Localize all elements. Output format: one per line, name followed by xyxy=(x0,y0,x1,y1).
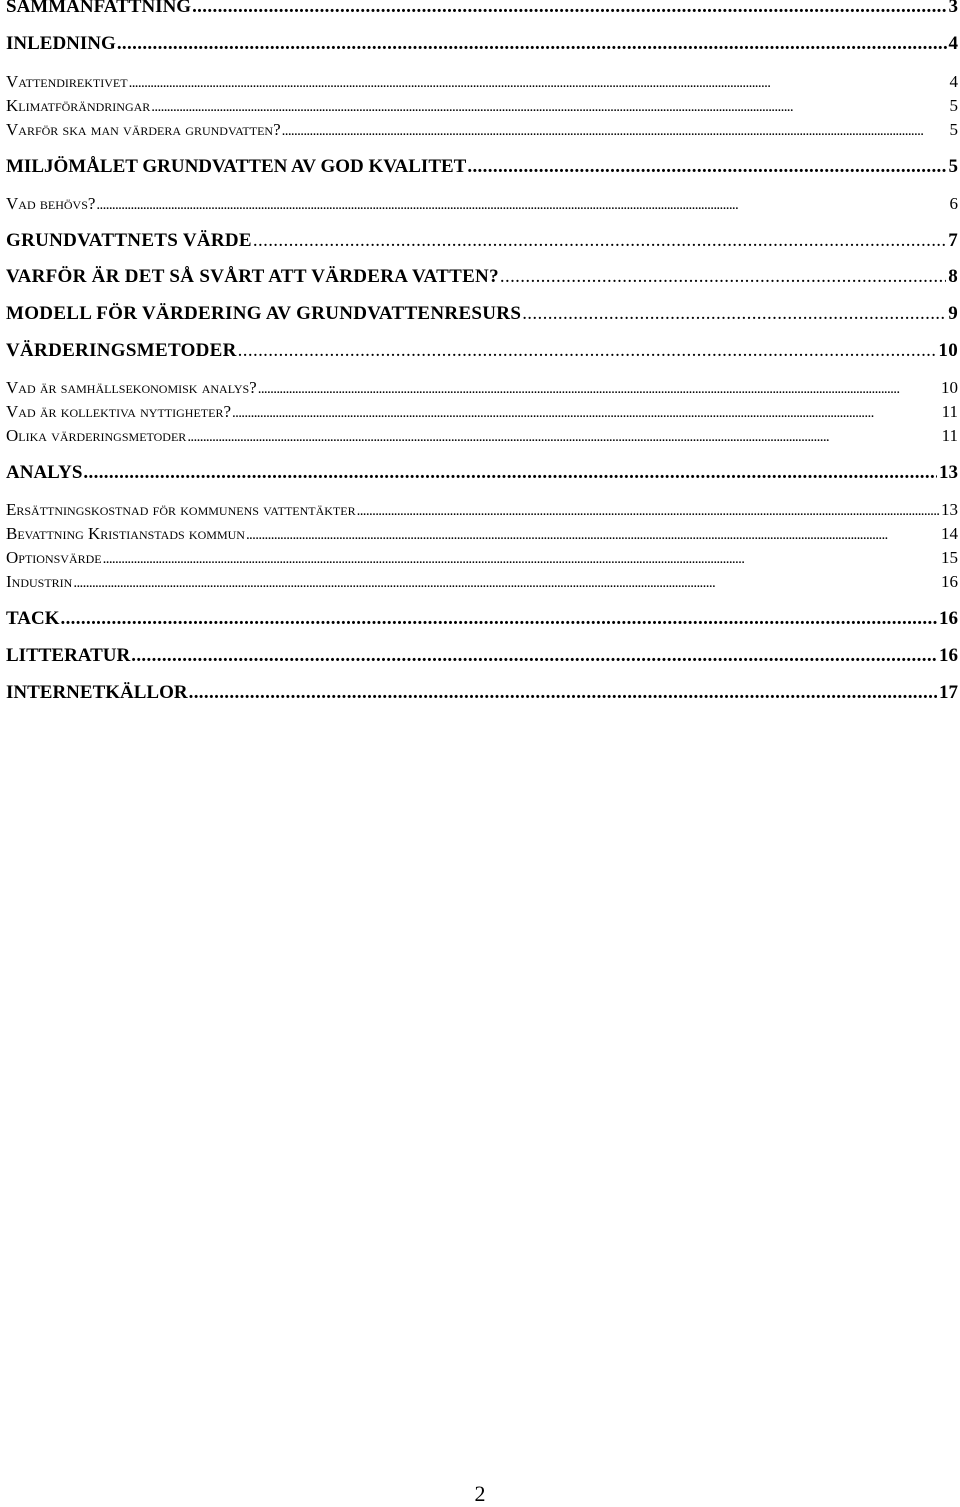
toc-entry-title: ANALYS xyxy=(6,462,83,483)
toc-entry[interactable] xyxy=(6,96,958,116)
toc-entry[interactable] xyxy=(6,500,958,520)
toc-entry-page: 10 xyxy=(938,340,958,361)
toc-entry-title: VÄRDERINGSMETODER xyxy=(6,340,237,361)
toc-entry-title: VARFÖR ÄR DET SÅ SVÅRT ATT VÄRDERA VATTEN? xyxy=(6,266,499,287)
toc-entry[interactable] xyxy=(6,524,958,544)
toc-entry-page: 14 xyxy=(941,524,958,543)
toc-entry[interactable] xyxy=(6,548,958,568)
toc-entry-page: 4 xyxy=(948,33,958,54)
toc-entry-title: INLEDNING xyxy=(6,33,116,54)
toc-entry[interactable] xyxy=(6,266,958,288)
toc-entry-title: Ersättningskostnad för kommunens vattentäkter xyxy=(6,500,356,519)
toc-entry-title: MILJÖMÅLET GRUNDVATTEN AV GOD KVALITET xyxy=(6,156,467,177)
toc-entry[interactable] xyxy=(6,608,958,630)
toc-entry-page: 5 xyxy=(948,156,958,177)
toc-entry[interactable] xyxy=(6,426,958,446)
toc-entry-page: 13 xyxy=(941,500,958,519)
toc-leader-dots xyxy=(238,340,937,362)
toc-entry-title: LITTERATUR xyxy=(6,645,131,666)
toc-entry-page: 6 xyxy=(949,194,958,213)
toc-entry-page: 17 xyxy=(939,682,958,703)
toc-entry-title: Varför ska man värdera grundvatten? xyxy=(6,120,281,139)
toc-entry-page: 5 xyxy=(949,120,958,139)
toc-entry-title: Vattendirektivet xyxy=(6,72,128,91)
toc-leader-dots xyxy=(129,75,948,92)
toc-entry-page: 11 xyxy=(941,426,958,445)
toc-entry-page: 7 xyxy=(948,230,958,251)
toc-entry[interactable] xyxy=(6,303,958,325)
toc-entry-page: 4 xyxy=(949,72,958,91)
toc-entry-page: 15 xyxy=(941,548,958,567)
toc-leader-dots xyxy=(131,645,937,667)
toc-leader-dots xyxy=(73,575,939,592)
toc-entry[interactable] xyxy=(6,33,958,55)
toc-entry-title: Optionsvärde xyxy=(6,548,102,567)
toc-entry-page: 8 xyxy=(948,266,958,287)
toc-leader-dots xyxy=(282,123,948,140)
toc-leader-dots xyxy=(258,381,939,398)
toc-entry[interactable] xyxy=(6,156,958,178)
toc-entry-title: Klimatförändringar xyxy=(6,96,151,115)
toc-entry[interactable] xyxy=(6,230,958,252)
toc-entry-page: 9 xyxy=(948,303,958,324)
toc-leader-dots xyxy=(500,266,946,288)
toc-entry[interactable] xyxy=(6,0,958,18)
toc-leader-dots xyxy=(83,462,937,484)
toc-entry[interactable] xyxy=(6,645,958,667)
toc-entry-title: GRUNDVATTNETS VÄRDE xyxy=(6,230,252,251)
toc-entry-page: 11 xyxy=(941,402,958,421)
toc-entry-title: Vad behövs? xyxy=(6,194,96,213)
toc-entry-title: SAMMANFATTNING xyxy=(6,0,192,17)
toc-entry-title: Bevattning Kristianstads kommun xyxy=(6,524,245,543)
toc-entry[interactable] xyxy=(6,462,958,484)
toc-entry-title: Vad är samhällsekonomisk analys? xyxy=(6,378,257,397)
toc-leader-dots xyxy=(192,0,946,18)
toc-entry-page: 16 xyxy=(941,572,958,591)
toc-entry-page: 16 xyxy=(939,645,958,666)
page-number: 2 xyxy=(474,1481,486,1506)
toc-leader-dots xyxy=(246,527,939,544)
toc-entry[interactable] xyxy=(6,402,958,422)
toc-entry-title: Industrin xyxy=(6,572,73,591)
toc-entry[interactable] xyxy=(6,72,958,92)
toc-entry[interactable] xyxy=(6,572,958,592)
toc-leader-dots xyxy=(96,197,947,214)
toc-entry[interactable] xyxy=(6,378,958,398)
toc-entry-title: MODELL FÖR VÄRDERING AV GRUNDVATTENRESURS xyxy=(6,303,522,324)
toc-leader-dots xyxy=(187,429,939,446)
toc-entry[interactable] xyxy=(6,194,958,214)
toc-leader-dots xyxy=(151,99,947,116)
toc-entry[interactable] xyxy=(6,340,958,362)
toc-leader-dots xyxy=(522,303,946,325)
toc-entry-page: 16 xyxy=(939,608,958,629)
toc-entry-page: 3 xyxy=(948,0,958,17)
toc-leader-dots xyxy=(103,551,939,568)
toc-leader-dots xyxy=(357,503,939,520)
toc-entry-title: Vad är kollektiva nyttigheter? xyxy=(6,402,231,421)
toc-leader-dots xyxy=(60,608,937,630)
toc-leader-dots xyxy=(467,156,946,178)
toc-leader-dots xyxy=(117,33,947,55)
toc-entry-title: TACK xyxy=(6,608,60,629)
toc-entry[interactable] xyxy=(6,120,958,140)
toc-entry-title: Olika värderingsmetoder xyxy=(6,426,187,445)
toc-entry-page: 13 xyxy=(939,462,958,483)
toc-leader-dots xyxy=(232,405,940,422)
toc-entry[interactable] xyxy=(6,682,958,704)
toc-leader-dots xyxy=(253,230,946,252)
toc-leader-dots xyxy=(189,682,937,704)
toc-entry-title: INTERNETKÄLLOR xyxy=(6,682,188,703)
toc-entry-page: 5 xyxy=(949,96,958,115)
toc-entry-page: 10 xyxy=(941,378,958,397)
